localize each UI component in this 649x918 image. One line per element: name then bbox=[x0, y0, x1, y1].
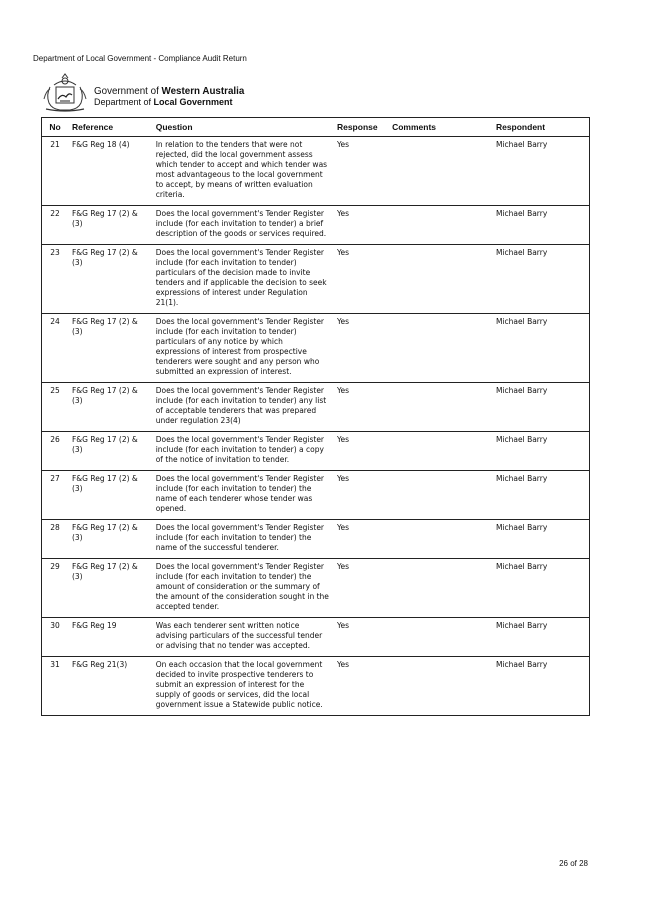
cell-reference: F&G Reg 17 (2) & (3) bbox=[68, 383, 152, 432]
cell-comments bbox=[388, 314, 492, 383]
table-row bbox=[42, 520, 590, 559]
cell-response: Yes bbox=[333, 383, 388, 432]
cell-response: Yes bbox=[333, 657, 388, 716]
cell-no: 26 bbox=[42, 432, 68, 471]
logo-text-local-government: Local Government bbox=[153, 97, 233, 107]
cell-question: Does the local government's Tender Register include (for each invitation to tender) particulars of any notice by which expressions of interest from prospective tenderers were sought and any person who submitted an expression of interest. bbox=[152, 314, 333, 383]
cell-respondent: Michael Barry bbox=[492, 314, 590, 383]
cell-reference: F&G Reg 21(3) bbox=[68, 657, 152, 716]
cell-question: Does the local government's Tender Register include (for each invitation to tender) a copy of the notice of invitation to tender. bbox=[152, 432, 333, 471]
cell-reference: F&G Reg 17 (2) & (3) bbox=[68, 206, 152, 245]
cell-respondent: Michael Barry bbox=[492, 383, 590, 432]
table-row bbox=[42, 245, 590, 314]
cell-respondent: Michael Barry bbox=[492, 137, 590, 206]
cell-comments bbox=[388, 206, 492, 245]
cell-question: Does the local government's Tender Register include (for each invitation to tender) a brief description of the goods or services required. bbox=[152, 206, 333, 245]
cell-respondent: Michael Barry bbox=[492, 520, 590, 559]
table-row bbox=[42, 432, 590, 471]
table-row bbox=[42, 559, 590, 618]
cell-comments bbox=[388, 383, 492, 432]
column-header-respondent: Respondent bbox=[492, 118, 590, 137]
column-header-question: Question bbox=[152, 118, 333, 137]
table-row bbox=[42, 618, 590, 657]
table-row bbox=[42, 383, 590, 432]
cell-reference: F&G Reg 17 (2) & (3) bbox=[68, 471, 152, 520]
column-header-reference: Reference bbox=[68, 118, 152, 137]
cell-no: 30 bbox=[42, 618, 68, 657]
cell-no: 24 bbox=[42, 314, 68, 383]
cell-question: Does the local government's Tender Register include (for each invitation to tender) any list of acceptable tenderers that was prepared under regulation 23(4) bbox=[152, 383, 333, 432]
cell-no: 28 bbox=[42, 520, 68, 559]
cell-reference: F&G Reg 17 (2) & (3) bbox=[68, 245, 152, 314]
column-header-response: Response bbox=[333, 118, 388, 137]
cell-response: Yes bbox=[333, 520, 388, 559]
cell-comments bbox=[388, 137, 492, 206]
cell-question: Does the local government's Tender Register include (for each invitation to tender) the amount of consideration or the summary of the amount of the consideration sought in the accepted tender. bbox=[152, 559, 333, 618]
cell-comments bbox=[388, 657, 492, 716]
cell-response: Yes bbox=[333, 432, 388, 471]
cell-no: 27 bbox=[42, 471, 68, 520]
cell-question: In relation to the tenders that were not rejected, did the local government assess which tender to accept and which tender was most advantageous to the local government to accept, by means of written evaluation criteria. bbox=[152, 137, 333, 206]
column-header-comments: Comments bbox=[388, 118, 492, 137]
cell-reference: F&G Reg 17 (2) & (3) bbox=[68, 314, 152, 383]
column-header-no: No bbox=[42, 118, 68, 137]
cell-response: Yes bbox=[333, 245, 388, 314]
cell-respondent: Michael Barry bbox=[492, 559, 590, 618]
cell-comments bbox=[388, 618, 492, 657]
document-header: Department of Local Government - Compliance Audit Return bbox=[33, 54, 247, 63]
cell-no: 31 bbox=[42, 657, 68, 716]
page-number: 26 of 28 bbox=[559, 859, 588, 868]
compliance-audit-table bbox=[41, 117, 590, 716]
cell-respondent: Michael Barry bbox=[492, 657, 590, 716]
logo-text-government-of: Government of bbox=[94, 86, 162, 97]
cell-response: Yes bbox=[333, 618, 388, 657]
cell-respondent: Michael Barry bbox=[492, 471, 590, 520]
table-row bbox=[42, 314, 590, 383]
table-row bbox=[42, 657, 590, 716]
cell-reference: F&G Reg 17 (2) & (3) bbox=[68, 432, 152, 471]
cell-comments bbox=[388, 559, 492, 618]
cell-response: Yes bbox=[333, 137, 388, 206]
cell-no: 21 bbox=[42, 137, 68, 206]
table-row bbox=[42, 471, 590, 520]
logo-text-western-australia: Western Australia bbox=[161, 86, 245, 97]
cell-respondent: Michael Barry bbox=[492, 618, 590, 657]
table-row bbox=[42, 206, 590, 245]
cell-reference: F&G Reg 18 (4) bbox=[68, 137, 152, 206]
cell-no: 23 bbox=[42, 245, 68, 314]
cell-response: Yes bbox=[333, 314, 388, 383]
cell-reference: F&G Reg 19 bbox=[68, 618, 152, 657]
cell-question: Does the local government's Tender Register include (for each invitation to tender) the name of the successful tenderer. bbox=[152, 520, 333, 559]
cell-respondent: Michael Barry bbox=[492, 245, 590, 314]
cell-reference: F&G Reg 17 (2) & (3) bbox=[68, 559, 152, 618]
table-header-row bbox=[42, 118, 590, 137]
cell-question: Does the local government's Tender Register include (for each invitation to tender) the name of each tenderer whose tender was opened. bbox=[152, 471, 333, 520]
cell-no: 29 bbox=[42, 559, 68, 618]
cell-no: 22 bbox=[42, 206, 68, 245]
cell-question: Does the local government's Tender Register include (for each invitation to tender) particulars of the decision made to invite tenders and if applicable the decision to seek expressions of interest under Regulation 21(1). bbox=[152, 245, 333, 314]
logo-text-department-of: Department of bbox=[94, 97, 154, 107]
cell-comments bbox=[388, 471, 492, 520]
cell-respondent: Michael Barry bbox=[492, 432, 590, 471]
cell-question: On each occasion that the local government decided to invite prospective tenderers to submit an expression of interest for the supply of goods or services, did the local government issue a Statewide public notice. bbox=[152, 657, 333, 716]
cell-comments bbox=[388, 432, 492, 471]
cell-response: Yes bbox=[333, 471, 388, 520]
cell-comments bbox=[388, 245, 492, 314]
cell-no: 25 bbox=[42, 383, 68, 432]
cell-response: Yes bbox=[333, 559, 388, 618]
cell-respondent: Michael Barry bbox=[492, 206, 590, 245]
cell-reference: F&G Reg 17 (2) & (3) bbox=[68, 520, 152, 559]
government-logo bbox=[40, 73, 244, 113]
wa-crest-icon bbox=[40, 73, 90, 113]
cell-comments bbox=[388, 520, 492, 559]
cell-question: Was each tenderer sent written notice advising particulars of the successful tender or advising that no tender was accepted. bbox=[152, 618, 333, 657]
cell-response: Yes bbox=[333, 206, 388, 245]
table-row bbox=[42, 137, 590, 206]
